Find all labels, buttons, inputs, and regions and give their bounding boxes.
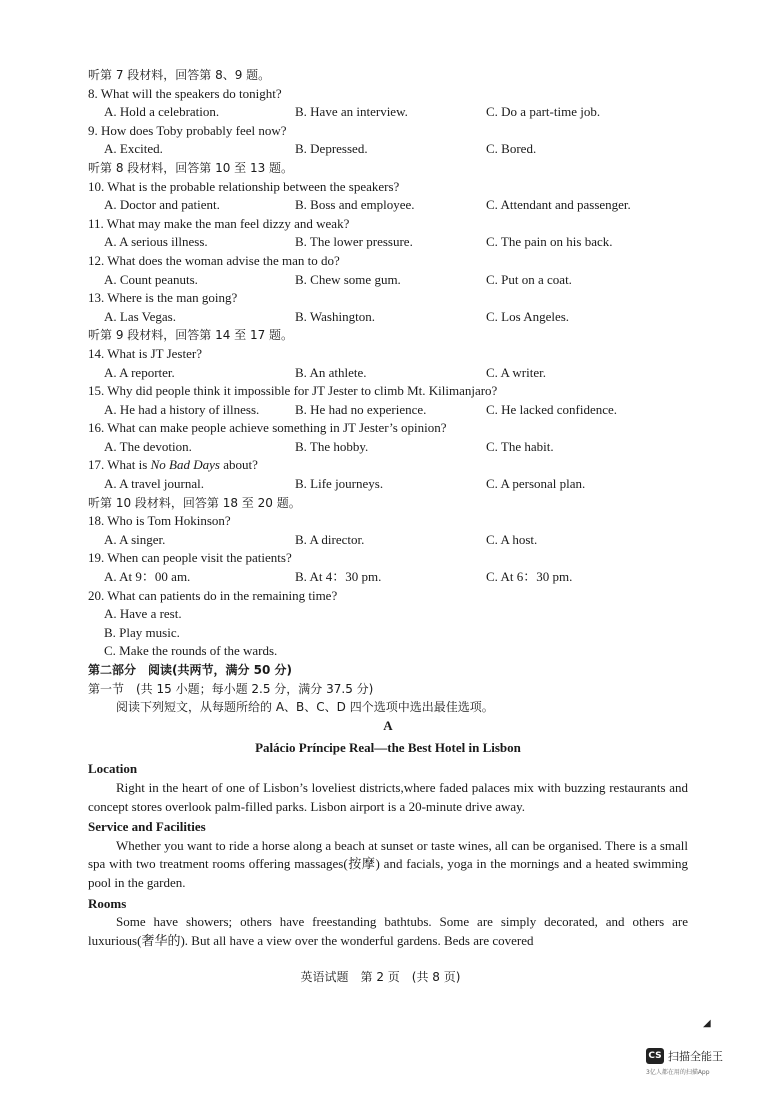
section-1-heading: 第一节 (共 15 小题；每小题 2.5 分，满分 37.5 分) xyxy=(88,681,374,696)
question-17-suffix: about? xyxy=(219,457,258,473)
option-a: A. Excited. xyxy=(104,141,163,157)
option-c: C. He lacked confidence. xyxy=(486,401,618,417)
option-a: A. A singer. xyxy=(104,531,166,547)
option-b: B. The hobby. xyxy=(295,438,369,454)
option-b: B. A director. xyxy=(295,531,365,547)
passage-title: Palácio Príncipe Real—the Best Hotel in Lisbon xyxy=(255,740,521,756)
option-a: A. The devotion. xyxy=(104,438,192,454)
option-c: C. Make the rounds of the wards. xyxy=(104,643,278,659)
question-19: 19. When can people visit the patients? xyxy=(88,550,292,566)
heading-service: Service and Facilities xyxy=(88,819,206,835)
question-13-options xyxy=(88,308,688,327)
option-c: C. Put on a coat. xyxy=(486,271,572,287)
option-c: C. Do a part-time job. xyxy=(486,104,601,120)
corner-triangle-icon: ◢ xyxy=(703,1018,711,1029)
option-a: A. Hold a celebration. xyxy=(104,104,220,120)
option-b: B. Play music. xyxy=(104,624,180,640)
option-b: B. He had no experience. xyxy=(295,401,427,417)
option-b: B. An athlete. xyxy=(295,364,367,380)
option-a: A. Doctor and patient. xyxy=(104,197,220,213)
option-c: C. A writer. xyxy=(486,364,546,380)
question-15-options xyxy=(88,401,688,420)
camscanner-logo-icon: CS xyxy=(646,1048,664,1064)
option-c: C. At 6：30 pm. xyxy=(486,569,573,585)
question-8-options xyxy=(88,103,688,122)
question-9-options xyxy=(88,140,688,159)
option-c: C. The pain on his back. xyxy=(486,234,613,250)
question-12-options xyxy=(88,271,688,290)
option-c: C. Attendant and passenger. xyxy=(486,197,631,213)
part-2-heading: 第二部分 阅读(共两节，满分 50 分) xyxy=(88,663,293,677)
question-11-options xyxy=(88,233,688,252)
page-footer: 英语试题 第 2 页 (共 8 页) xyxy=(300,970,461,984)
option-c: C. A host. xyxy=(486,531,538,547)
section-10-instruction: 听第 10 段材料，回答第 18 至 20 题。 xyxy=(88,495,301,510)
question-8: 8. What will the speakers do tonight? xyxy=(88,85,282,101)
question-18: 18. Who is Tom Hokinson? xyxy=(88,513,231,529)
option-b: B. Life journeys. xyxy=(295,476,384,492)
option-b: B. Chew some gum. xyxy=(295,271,401,287)
scanner-watermark xyxy=(646,1048,723,1064)
exam-page xyxy=(88,66,688,950)
option-a: A. A serious illness. xyxy=(104,234,208,250)
option-b: B. Washington. xyxy=(295,308,375,324)
option-a: A. A reporter. xyxy=(104,364,175,380)
reading-instruction: 阅读下列短文，从每题所给的 A、B、C、D 四个选项中选出最佳选项。 xyxy=(116,700,494,715)
option-b: B. Boss and employee. xyxy=(295,197,415,213)
question-12: 12. What does the woman advise the man to do? xyxy=(88,252,340,268)
option-a: A. A travel journal. xyxy=(104,476,205,492)
option-a: A. Las Vegas. xyxy=(104,308,176,324)
question-18-options xyxy=(88,531,688,550)
section-7-instruction: 听第 7 段材料，回答第 8、9 题。 xyxy=(88,68,271,82)
watermark-name: 扫描全能王 xyxy=(668,1050,723,1063)
option-a: A. He had a history of illness. xyxy=(104,401,260,417)
question-17-prefix: 17. What is xyxy=(88,457,151,473)
question-10-options xyxy=(88,196,688,215)
question-16-options xyxy=(88,438,688,457)
option-b: B. The lower pressure. xyxy=(295,234,413,250)
option-b: B. Depressed. xyxy=(295,141,368,157)
question-14: 14. What is JT Jester? xyxy=(88,345,202,361)
paragraph-service: Whether you want to ride a horse along a beach at sunset or taste wines, all can be organised. There is a small spa with two treatment rooms offering massages(按摩) and facials, yoga in the mornings and a heated swimming pool in the garden. xyxy=(88,837,688,890)
book-title: No Bad Days xyxy=(150,457,220,473)
option-a: A. Count peanuts. xyxy=(104,271,198,287)
option-c: C. A personal plan. xyxy=(486,476,586,492)
paragraph-rooms: Some have showers; others have freestanding bathtubs. Some are simply decorated, and others are luxurious(奢华的). But all have a view over the wonderful gardens. Beds are covered xyxy=(88,914,688,948)
question-14-options xyxy=(88,364,688,383)
passage-letter: A xyxy=(383,717,393,733)
question-9: 9. How does Toby probably feel now? xyxy=(88,122,287,138)
question-16: 16. What can make people achieve something in JT Jester’s opinion? xyxy=(88,420,447,436)
paragraph-location: Right in the heart of one of Lisbon’s loveliest districts,where faded palaces mix with buzzing restaurants and concept stores overlook palm-filled parks. Lisbon airport is a 20-minute drive away. xyxy=(88,779,688,814)
question-17-options xyxy=(88,475,688,494)
option-b: B. At 4：30 pm. xyxy=(295,569,382,585)
option-a: A. Have a rest. xyxy=(104,606,182,622)
question-11: 11. What may make the man feel dizzy and weak? xyxy=(88,215,350,231)
section-8-instruction: 听第 8 段材料，回答第 10 至 13 题。 xyxy=(88,160,294,175)
question-15: 15. Why did people think it impossible for JT Jester to climb Mt. Kilimanjaro? xyxy=(88,383,498,399)
option-c: C. Bored. xyxy=(486,141,537,157)
heading-rooms: Rooms xyxy=(88,895,127,911)
question-10: 10. What is the probable relationship between the speakers? xyxy=(88,178,400,194)
question-19-options xyxy=(88,568,688,587)
question-17 xyxy=(88,456,688,475)
question-20: 20. What can patients do in the remaining time? xyxy=(88,587,338,603)
option-b: B. Have an interview. xyxy=(295,104,408,120)
option-c: C. The habit. xyxy=(486,438,554,454)
watermark-subtitle: 3亿人都在用的扫描App xyxy=(646,1069,710,1076)
question-13: 13. Where is the man going? xyxy=(88,290,238,306)
heading-location: Location xyxy=(88,761,138,777)
section-9-instruction: 听第 9 段材料，回答第 14 至 17 题。 xyxy=(88,328,294,343)
option-c: C. Los Angeles. xyxy=(486,308,570,324)
option-a: A. At 9：00 am. xyxy=(104,569,191,585)
